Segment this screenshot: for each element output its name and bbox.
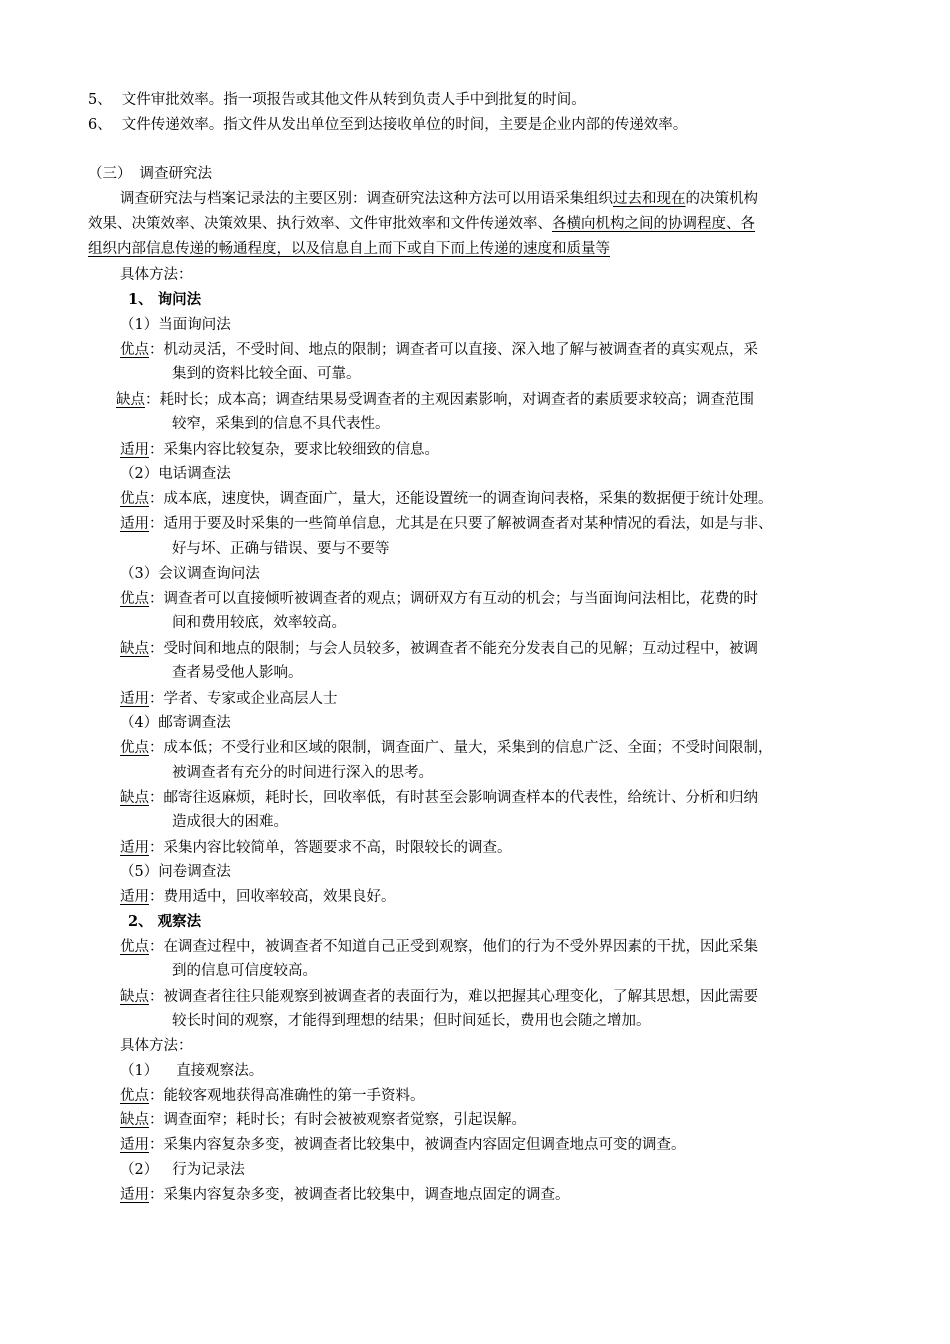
dis-text: ：被调查者往往只能观察到被调查者的表面行为，难以把握其心理变化，了解其思想，因此需要 — [149, 989, 758, 1005]
inquiry-sub4-title: （4）邮寄调查法 — [120, 715, 231, 731]
inquiry-sub3-use — [120, 689, 338, 709]
label-applicable: 适用 — [120, 516, 149, 532]
label-advantage: 优点 — [120, 342, 149, 358]
inquiry-sub2-adv — [120, 489, 773, 509]
inquiry-sub4-dis — [120, 788, 758, 808]
observation-dis-cont: 较长时间的观察，才能得到理想的结果；但时间延长，费用也会随之增加。 — [172, 1013, 651, 1029]
observation-sub2-use — [120, 1185, 570, 1205]
list-number: 6、 — [88, 117, 112, 133]
use-text: ：采集内容复杂多变，被调查者比较集中，被调查内容固定但调查地点可变的调查。 — [149, 1137, 686, 1153]
label-disadvantage: 缺点 — [120, 1112, 149, 1128]
list-number: 5、 — [88, 92, 112, 108]
desc-text: 的决策机构 — [685, 191, 758, 207]
label-applicable: 适用 — [120, 691, 149, 707]
section-desc-line-1 — [120, 189, 758, 209]
list-text: 文件传递效率。指文件从发出单位至到达接收单位的时间，主要是企业内部的传递效率。 — [121, 117, 688, 133]
list-item-6 — [88, 115, 687, 135]
observation-dis — [120, 987, 758, 1007]
use-text: ：采集内容比较简单，答题要求不高，时限较长的调查。 — [149, 840, 512, 856]
observation-title: 2、 观察法 — [128, 913, 202, 930]
inquiry-sub1-dis-cont: 较窄，采集到的信息不具代表性。 — [172, 416, 390, 432]
sub-title: 直接观察法。 — [176, 1063, 264, 1079]
inquiry-sub1-adv-cont: 集到的资料比较全面、可靠。 — [172, 366, 361, 382]
inquiry-sub5-use — [120, 887, 396, 907]
dis-text: ：邮寄往返麻烦，耗时长，回收率低，有时甚至会影响调查样本的代表性，给统计、分析和归纳 — [149, 790, 758, 806]
label-advantage: 优点 — [120, 1088, 149, 1104]
adv-text: ：在调查过程中，被调查者不知道自己正受到观察，他们的行为不受外界因素的干扰，因此采集 — [149, 939, 758, 955]
use-text: ：适用于要及时采集的一些简单信息，尤其是在只要了解被调查者对某种情况的看法，如是与非、 — [149, 516, 773, 532]
desc-text: 效果、决策效率、决策效果、执行效率、文件审批效率和文件传递效率、 — [88, 216, 552, 232]
sub-title: 行为记录法 — [172, 1162, 245, 1178]
observation-sub1-adv — [120, 1086, 425, 1106]
inquiry-sub1-use — [120, 440, 439, 460]
section-desc-line-2 — [88, 214, 755, 234]
inquiry-sub3-dis — [120, 639, 758, 659]
section-desc-line-3 — [88, 239, 610, 259]
observation-sub1-dis — [120, 1110, 526, 1130]
inquiry-sub3-title: （3）会议调查询问法 — [120, 566, 260, 582]
use-text: ：采集内容复杂多变，被调查者比较集中，调查地点固定的调查。 — [149, 1187, 570, 1203]
adv-text: ：机动灵活，不受时间、地点的限制；调查者可以直接、深入地了解与被调查者的真实观点，采 — [149, 342, 758, 358]
label-applicable: 适用 — [120, 442, 149, 458]
sub-number: （1） — [120, 1063, 159, 1079]
adv-text: ：成本低；不受行业和区域的限制，调查面广、量大，采集到的信息广泛、全面；不受时间限制， — [149, 740, 773, 756]
inquiry-title: 1、 询问法 — [128, 291, 202, 308]
label-disadvantage: 缺点 — [120, 641, 149, 657]
inquiry-sub2-use-cont: 好与坏、正确与错误、要与不要等 — [172, 541, 390, 557]
inquiry-sub4-use — [120, 838, 512, 858]
label-advantage: 优点 — [120, 939, 149, 955]
label-applicable: 适用 — [120, 1137, 149, 1153]
sub-number: （2） — [120, 1162, 159, 1178]
desc-text: 调查研究法与档案记录法的主要区别：调查研究法这种方法可以用语采集组织 — [120, 191, 613, 207]
observation-sub2-title — [120, 1160, 245, 1180]
list-text: 文件审批效率。指一项报告或其他文件从转到负责人手中到批复的时间。 — [121, 92, 586, 108]
dis-text: ：调查面窄；耗时长；有时会被被观察者觉察，引起误解。 — [149, 1112, 526, 1128]
inquiry-sub1-title: （1）当面询问法 — [120, 317, 231, 333]
inquiry-sub2-use — [120, 514, 773, 534]
methods-intro: 具体方法： — [120, 267, 193, 283]
label-applicable: 适用 — [120, 840, 149, 856]
label-applicable: 适用 — [120, 1187, 149, 1203]
section-title: 调查研究法 — [139, 166, 212, 182]
observation-adv — [120, 937, 758, 957]
inquiry-sub4-dis-cont: 造成很大的困难。 — [172, 814, 288, 830]
label-advantage: 优点 — [120, 491, 149, 507]
label-applicable: 适用 — [120, 889, 149, 905]
desc-underlined: 组织内部信息传递的畅通程度，以及信息自上而下或自下而上传递的速度和质量等 — [88, 241, 610, 257]
use-text: ：学者、专家或企业高层人士 — [149, 691, 338, 707]
observation-sub1-title — [120, 1061, 263, 1081]
inquiry-sub3-adv-cont: 间和费用较底，效率较高。 — [172, 615, 346, 631]
observation-adv-cont: 到的信息可信度较高。 — [172, 963, 317, 979]
adv-text: ：调查者可以直接倾听被调查者的观点；调研双方有互动的机会；与当面询问法相比，花费的时 — [149, 591, 758, 607]
adv-text: ：成本底，速度快，调查面广，量大，还能设置统一的调查询问表格，采集的数据便于统计处理。 — [149, 491, 773, 507]
label-disadvantage: 缺点 — [116, 392, 145, 408]
dis-text: ：耗时长；成本高；调查结果易受调查者的主观因素影响，对调查者的素质要求较高；调查范围 — [145, 392, 754, 408]
label-disadvantage: 缺点 — [120, 989, 149, 1005]
label-disadvantage: 缺点 — [120, 790, 149, 806]
label-advantage: 优点 — [120, 740, 149, 756]
inquiry-sub1-adv — [120, 340, 758, 360]
inquiry-sub5-title: （5）问卷调查法 — [120, 864, 231, 880]
inquiry-sub4-adv-cont: 被调查者有充分的时间进行深入的思考。 — [172, 765, 433, 781]
desc-underlined: 各横向机构之间的协调程度、各 — [552, 216, 755, 232]
label-advantage: 优点 — [120, 591, 149, 607]
section-number: （三） — [88, 166, 132, 182]
use-text: ：费用适中，回收率较高，效果良好。 — [149, 889, 396, 905]
inquiry-sub4-adv — [120, 738, 773, 758]
inquiry-sub2-title: （2）电话调查法 — [120, 466, 231, 482]
dis-text: ：受时间和地点的限制；与会人员较多，被调查者不能充分发表自己的见解；互动过程中，被调 — [149, 641, 758, 657]
list-item-5 — [88, 90, 586, 110]
desc-underlined: 过去和现在 — [613, 191, 686, 207]
inquiry-sub3-dis-cont: 查者易受他人影响。 — [172, 665, 303, 681]
inquiry-sub3-adv — [120, 589, 758, 609]
observation-methods-intro: 具体方法： — [120, 1038, 193, 1054]
use-text: ：采集内容比较复杂，要求比较细致的信息。 — [149, 442, 439, 458]
adv-text: ：能较客观地获得高准确性的第一手资料。 — [149, 1088, 425, 1104]
observation-sub1-use — [120, 1135, 686, 1155]
section-heading — [88, 164, 212, 184]
inquiry-sub1-dis — [116, 390, 754, 410]
